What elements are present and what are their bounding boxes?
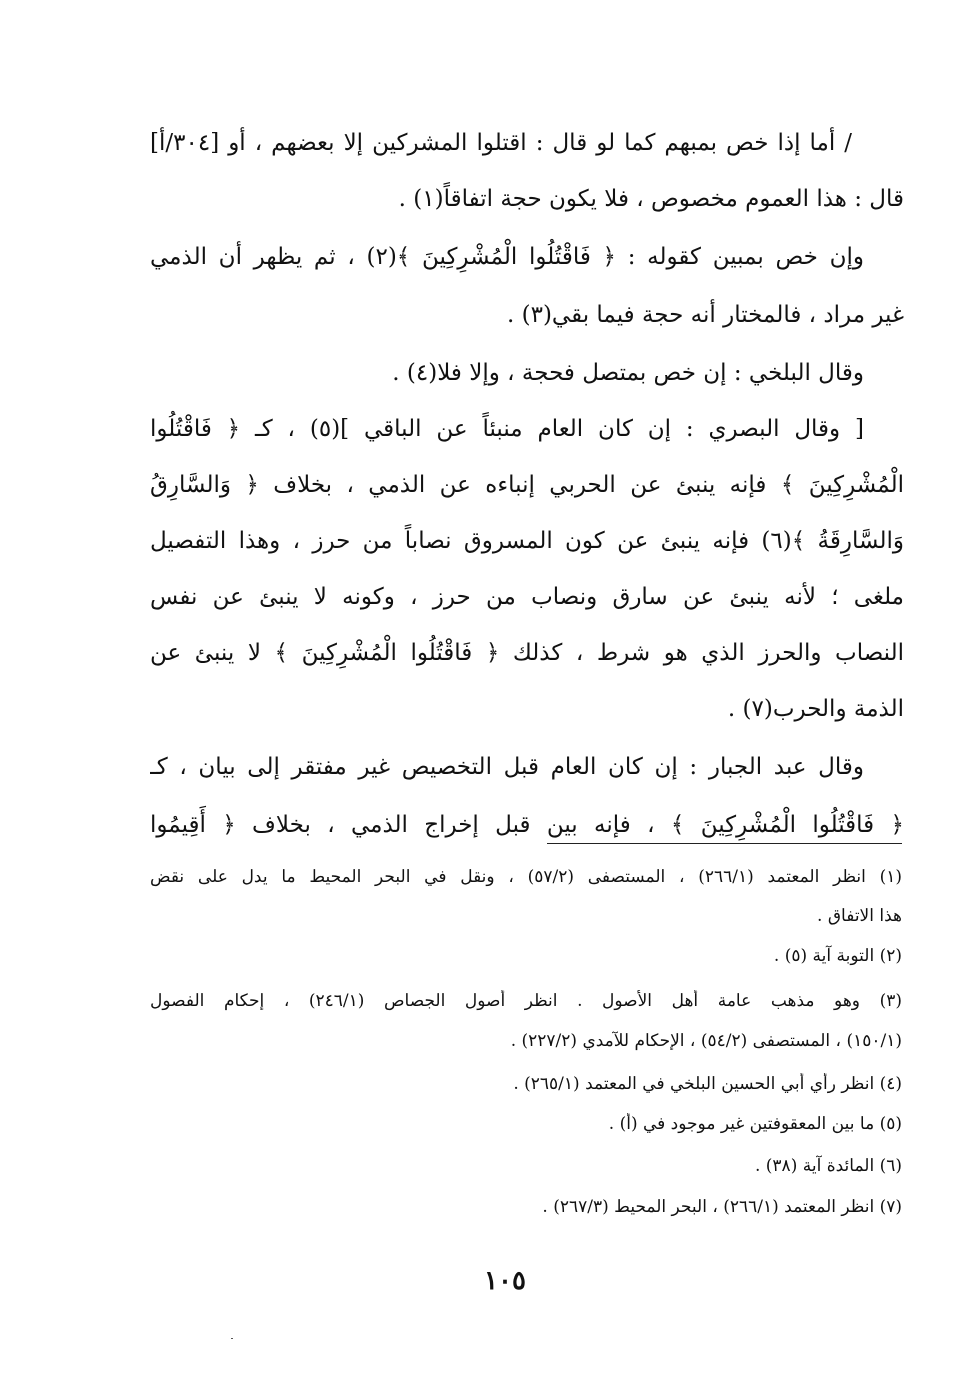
footnote: (٦) المائدة آية (٣٨) . bbox=[754, 1156, 902, 1176]
text-line: الْمُشْرِكِينَ ﴾ فإنه ينبئ عن الحربي إنباءه عن الذمي ، بخلاف ﴿ وَالسَّارِقُ bbox=[150, 472, 904, 498]
text-line: وقال عبد الجبار : إن كان العام قبل التخصيص غير مفتقر إلى بيان ، كـ bbox=[150, 754, 864, 780]
text-line: [ وقال البصري : إن كان العام منبئاً عن الباقي ](٥) ، كـ ﴿ فَاقْتُلُوا bbox=[150, 416, 864, 442]
footnote: (١٥٠/١) ، المستصفى (٥٤/٢) ، الإحكام للآمدي (٢٢٧/٢) . bbox=[510, 1031, 902, 1051]
footnote: (٢) التوبة آية (٥) . bbox=[773, 946, 902, 966]
text-line: ملغى ؛ لأنه ينبئ عن سارق ونصاب من حرز ، وكونه لا ينبئ عن نفس bbox=[150, 584, 904, 610]
footnote-separator bbox=[547, 843, 902, 844]
page-number: ١٠٥ bbox=[484, 1266, 526, 1296]
footnote: (٣) وهو مذهب عامة أهل الأصول . انظر أصول الجصاص (٢٤٦/١) ، إحكام الفصول bbox=[150, 991, 902, 1011]
text-line: قال : هذا العموم مخصوص ، فلا يكون حجة اتفاقاً(١) . bbox=[398, 186, 904, 212]
scan-speck bbox=[231, 1338, 233, 1339]
footnote: (٤) انظر رأي أبي الحسين البلخي في المعتمد (٢٦٥/١) . bbox=[513, 1074, 902, 1094]
text-line: ﴿ فَاقْتُلُوا الْمُشْرِكِينَ ﴾ ، فإنه بين قبل إخراج الذمي ، بخلاف ﴿ أَقِيمُوا bbox=[150, 812, 904, 838]
text-line: وَالسَّارِقَةُ ﴾(٦) فإنه ينبئ عن كون المسروق نصاباً من حرز ، وهذا التفصيل bbox=[150, 528, 904, 554]
text-line: / أما إذا خص بمبهم كما لو قال : اقتلوا المشركين إلا بعضهم ، أو [٣٠٤/أ] bbox=[150, 130, 852, 156]
footnote: (١) انظر المعتمد (٢٦٦/١) ، المستصفى (٥٧/٢) ، ونقل في البحر المحيط ما يدل على نقض bbox=[150, 867, 902, 887]
text-line: وقال البلخي : إن خص بمتصل فحجة ، وإلا فلا(٤) . bbox=[392, 360, 864, 386]
text-line: الذمة والحرب(٧) . bbox=[727, 696, 904, 722]
footnote: هذا الاتفاق . bbox=[817, 906, 902, 926]
text-line: النصاب والحرز الذي هو شرط ، كذلك ﴿ فَاقْتُلُوا الْمُشْرِكِينَ ﴾ لا ينبئ عن bbox=[150, 640, 904, 666]
footnote: (٥) ما بين المعقوفتين غير موجود في (أ) . bbox=[608, 1114, 902, 1134]
text-line: غير مراد ، فالمختار أنه حجة فيما بقي(٣) . bbox=[506, 302, 904, 328]
footnote: (٧) انظر المعتمد (٢٦٦/١) ، البحر المحيط (٢٦٧/٣) . bbox=[542, 1197, 902, 1217]
text-line: وإن خص بمبين كقوله : ﴿ فَاقْتُلُوا الْمُشْرِكِينَ ﴾(٢) ، ثم يظهر أن الذمي bbox=[150, 244, 864, 270]
